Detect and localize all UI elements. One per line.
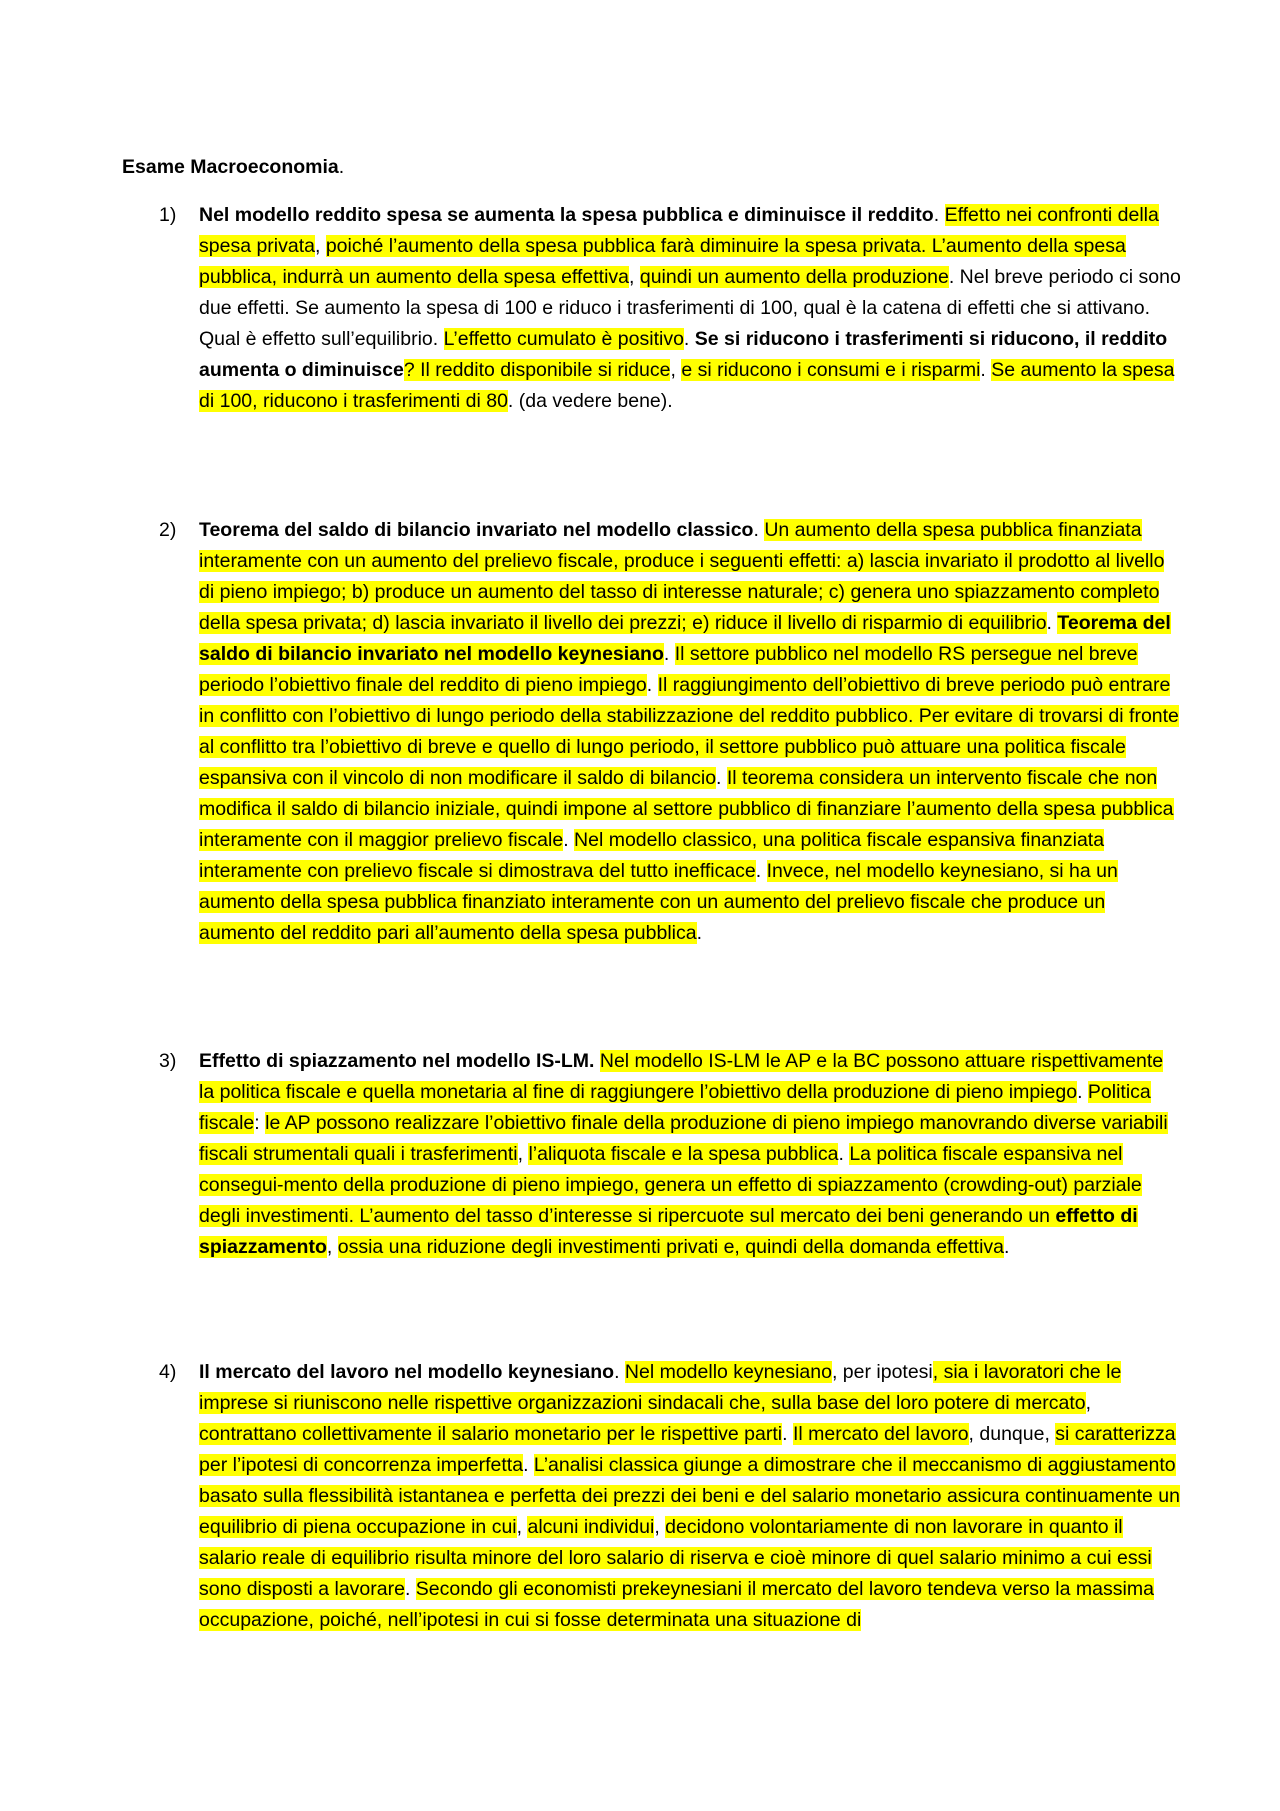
text-segment: , xyxy=(326,1236,338,1258)
highlighted-text-segment: Un aumento della spesa pubblica finanziata interamente con un aumento del prelievo fiscale, produce i seguenti effetti: a) lascia invariato il prodotto al livello di pieno impiego; b) produce un aumento del tasso di interesse naturale; c) genera uno spiazzamento completo della spesa privata; d) lascia invariato il livello dei prezzi; e) riduce il livello di risparmio di equilibrio xyxy=(199,519,1165,634)
highlighted-text-segment: ossia una riduzione degli investimenti privati e, quindi della domanda effettiva xyxy=(337,1236,1005,1258)
text-segment: . xyxy=(1046,612,1058,634)
highlighted-text-segment: quindi un aumento della produzione xyxy=(639,266,949,288)
text-segment: . xyxy=(614,1361,625,1383)
question-number: 4) xyxy=(159,1361,177,1383)
text-segment: , xyxy=(314,235,326,257)
highlighted-text-segment: Nel modello keynesiano xyxy=(624,1361,832,1383)
text-segment: . xyxy=(838,1143,850,1165)
highlighted-text-segment: l’aliquota fiscale e la spesa pubblica xyxy=(528,1143,839,1165)
highlighted-text-segment: e si riducono i consumi e i risparmi xyxy=(681,359,981,381)
question-text xyxy=(199,200,1182,417)
highlighted-text-segment: Se aumento la spesa di 100, riducono i trasferimenti di 80 xyxy=(199,359,1175,412)
text-segment: : xyxy=(254,1112,266,1134)
highlighted-text-segment: alcuni individui xyxy=(527,1516,655,1538)
highlighted-text-segment: poiché l’aumento della spesa pubblica farà diminuire la spesa privata. L’aumento della spesa pubblica, indurrà un aumento della spesa effettiva xyxy=(199,235,1126,288)
highlighted-text-segment: Il mercato del lavoro xyxy=(792,1423,969,1445)
text-segment: . xyxy=(683,328,695,350)
highlighted-bold-text-segment: effetto di spiazzamento xyxy=(199,1205,1138,1258)
text-segment: . xyxy=(782,1423,793,1445)
text-segment: . xyxy=(404,1578,416,1600)
highlighted-text-segment: Il settore pubblico nel modello RS persegue nel breve periodo l’obiettivo finale del reddito di pieno impiego xyxy=(199,643,1138,696)
question-number: 3) xyxy=(159,1050,177,1072)
text-segment: , dunque, xyxy=(968,1423,1056,1445)
highlighted-text-segment: le AP possono realizzare l’obiettivo finale della produzione di pieno impiego manovrando diverse variabili fiscali strumentali quali i trasferimenti xyxy=(199,1112,1168,1165)
text-segment: , xyxy=(517,1143,529,1165)
text-segment: , xyxy=(654,1516,666,1538)
question-text xyxy=(199,1046,1182,1263)
bold-text-segment: Teorema del saldo di bilancio invariato nel modello classico xyxy=(199,519,754,541)
highlighted-text-segment: Nel modello IS-LM le AP e la BC possono attuare rispettivamente la politica fiscale e quella monetaria al fine di raggiungere l’obiettivo della produzione di pieno impiego xyxy=(199,1050,1164,1103)
text-segment: . xyxy=(716,767,727,789)
highlighted-text-segment: L’analisi classica giunge a dimostrare che il meccanismo di aggiustamento basato sulla flessibilità istantanea e perfetta dei prezzi dei beni e del salario monetario assicura continuamente un equilibrio di piena occupazione in cui xyxy=(199,1454,1180,1538)
text-segment: , xyxy=(670,359,682,381)
question-text xyxy=(199,515,1182,949)
bold-text-segment: Il mercato del lavoro nel modello keynesiano xyxy=(199,1361,615,1383)
highlighted-text-segment: contrattano collettivamente il salario monetario per le rispettive parti xyxy=(199,1423,783,1445)
document-title-suffix: . xyxy=(338,156,345,178)
highlighted-text-segment: Il raggiungimento dell’obiettivo di breve periodo può entrare in conflitto con l’obiettivo di lungo periodo della stabilizzazione del reddito pubblico. Per evitare di trovarsi di fronte al conflitto tra l’obiettivo di breve e quello di lungo periodo, il settore pubblico può attuare una politica fiscale espansiva con il vincolo di non modificare il saldo di bilancio xyxy=(199,674,1179,789)
text-segment: . xyxy=(980,359,992,381)
document-title xyxy=(122,152,344,183)
text-segment: , xyxy=(516,1516,528,1538)
highlighted-text-segment: Effetto nei confronti della spesa privata xyxy=(199,204,1159,257)
text-segment: , per ipotesi xyxy=(831,1361,933,1383)
question-number: 2) xyxy=(159,519,177,541)
highlighted-text-segment: Secondo gli economisti prekeynesiani il mercato del lavoro tendeva verso la massima occupazione, poiché, nell’ipotesi in cui si fosse determinata una situazione di xyxy=(199,1578,1154,1631)
bold-text-segment: Effetto di spiazzamento nel modello IS-LM. xyxy=(199,1050,595,1072)
text-segment: . xyxy=(933,204,945,226)
text-segment: . xyxy=(1004,1236,1010,1258)
highlighted-text-segment: si caratterizza per l’ipotesi di concorrenza imperfetta xyxy=(199,1423,1176,1476)
highlighted-text-segment: L’effetto cumulato è positivo xyxy=(443,328,684,350)
text-segment: . Nel breve periodo ci sono due effetti. Se aumento la spesa di 100 e riduco i trasferimenti di 100, qual è la catena di effetti che si attivano. Qual è effetto sull’equilibrio. xyxy=(199,266,1181,350)
highlighted-text-segment: Il teorema considera un intervento fiscale che non modifica il saldo di bilancio iniziale, quindi impone al settore pubblico di finanziare l’aumento della spesa pubblica interamente con il maggior prelievo fiscale xyxy=(199,767,1174,851)
highlighted-text-segment: La politica fiscale espansiva nel consegui-mento della produzione di pieno impiego, genera un effetto di spiazzamento (crowding-out) parziale degli investimenti. L’aumento del tasso d’interesse si ripercuote sul mercato dei beni generando un xyxy=(199,1143,1142,1227)
document-title-text: Esame Macroeconomia xyxy=(122,156,339,178)
highlighted-text-segment: Invece, nel modello keynesiano, si ha un aumento della spesa pubblica finanziato interamente con un aumento del prelievo fiscale che produce un aumento del reddito pari all’aumento della spesa pubblica xyxy=(199,860,1118,944)
text-segment: . xyxy=(663,643,675,665)
text-segment: . xyxy=(753,519,765,541)
text-segment: . xyxy=(646,674,658,696)
bold-text-segment: Se si riducono i trasferimenti si riducono, il reddito aumenta o diminuisce xyxy=(199,328,1168,381)
highlighted-text-segment: Nel modello classico, una politica fiscale espansiva finanziata interamente con prelievo fiscale si dimostrava del tutto inefficace xyxy=(199,829,1105,882)
bold-text-segment: Nel modello reddito spesa se aumenta la spesa pubblica e diminuisce il reddito xyxy=(199,204,934,226)
highlighted-text-segment: decidono volontariamente di non lavorare in quanto il salario reale di equilibrio risulta minore del loro salario di riserva e cioè minore di quel salario minimo a cui essi sono disposti a lavorare xyxy=(199,1516,1152,1600)
text-segment: . xyxy=(1077,1081,1088,1103)
highlighted-bold-text-segment: Teorema del saldo di bilancio invariato nel modello keynesiano xyxy=(199,612,1171,665)
text-segment: . (da vedere bene). xyxy=(507,390,673,412)
question-number: 1) xyxy=(159,204,177,226)
text-segment: . xyxy=(523,1454,534,1476)
text-segment: . xyxy=(696,922,702,944)
text-segment: , xyxy=(629,266,640,288)
text-segment: . xyxy=(755,860,767,882)
highlighted-text-segment: , sia i lavoratori che le imprese si riuniscono nelle rispettive organizzazioni sindacali che, sulla base del loro potere di mercato xyxy=(199,1361,1122,1414)
question-text xyxy=(199,1357,1182,1636)
highlighted-text-segment: Politica fiscale xyxy=(199,1081,1151,1134)
text-segment: , xyxy=(1085,1392,1092,1414)
highlighted-text-segment: ? Il reddito disponibile si riduce xyxy=(403,359,671,381)
text-segment: . xyxy=(563,829,575,851)
